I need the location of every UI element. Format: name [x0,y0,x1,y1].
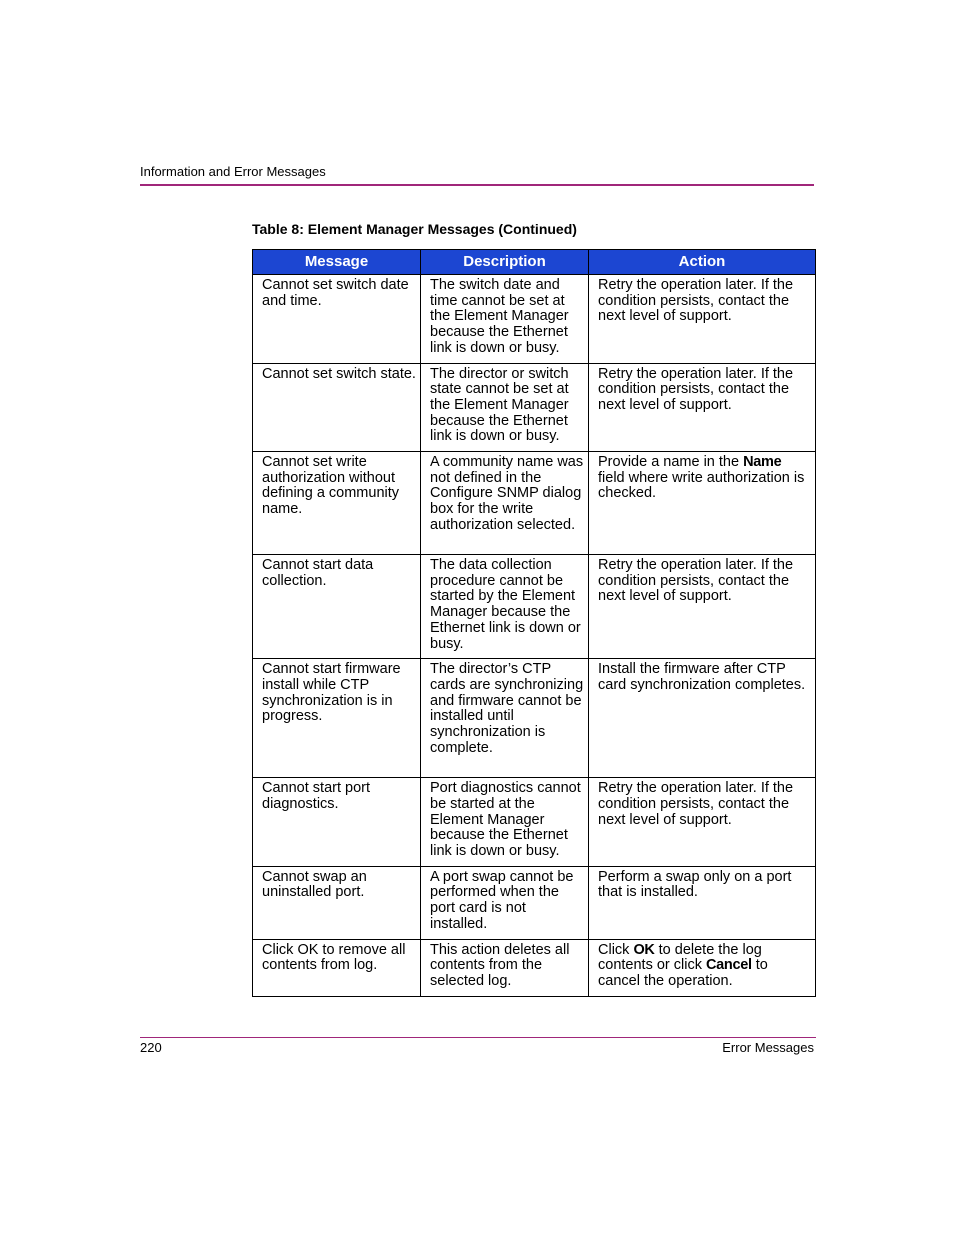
action-cell: Retry the operation later. If the condition persists, contact the next level of support. [589,363,816,452]
description-cell: A community name was not defined in the Configure SNMP dialog box for the write authorization selected. [421,452,589,555]
table-row [253,555,816,659]
description-cell: The data collection procedure cannot be started by the Element Manager because the Ethernet link is down or busy. [421,555,589,659]
action-cell: Retry the operation later. If the condition persists, contact the next level of support. [589,275,816,364]
running-header: Information and Error Messages [140,164,326,179]
description-cell: A port swap cannot be performed when the port card is not installed. [421,866,589,939]
message-cell: Cannot start firmware install while CTP synchronization is in progress. [253,659,421,778]
table-caption: Table 8: Element Manager Messages (Continued) [252,221,577,237]
table-row [253,866,816,939]
message-cell: Click OK to remove all contents from log. [253,939,421,996]
action-text: Click [598,941,634,958]
action-cell: Retry the operation later. If the condition persists, contact the next level of support. [589,555,816,659]
action-cell: Retry the operation later. If the condition persists, contact the next level of support. [589,778,816,867]
ui-label-ok: OK [633,941,655,958]
description-cell: Port diagnostics cannot be started at the Element Manager because the Ethernet link is down or busy. [421,778,589,867]
ui-label-cancel: Cancel [706,957,752,974]
action-text: field where write authorization is checked. [598,469,805,502]
message-cell: Cannot set write authorization without defining a community name. [253,452,421,555]
element-manager-messages-table [252,249,816,997]
ui-label-name: Name [743,454,782,471]
footer-section-title: Error Messages [722,1040,814,1055]
message-cell: Cannot swap an uninstalled port. [253,866,421,939]
action-cell [589,452,816,555]
description-cell: The director or switch state cannot be set at the Element Manager because the Ethernet link is down or busy. [421,363,589,452]
table-row [253,778,816,867]
page-number: 220 [140,1040,162,1055]
action-cell: Perform a swap only on a port that is installed. [589,866,816,939]
description-cell: The switch date and time cannot be set at the Element Manager because the Ethernet link is down or busy. [421,275,589,364]
message-cell: Cannot start data collection. [253,555,421,659]
message-cell: Cannot set switch date and time. [253,275,421,364]
table-row [253,939,816,996]
header-divider [140,184,814,186]
action-cell: Install the firmware after CTP card synchronization completes. [589,659,816,778]
table-header-row [253,250,816,275]
action-text: Provide a name in the [598,454,744,471]
column-header-message: Message [253,250,421,275]
message-cell: Cannot set switch state. [253,363,421,452]
column-header-action: Action [589,250,816,275]
column-header-description: Description [421,250,589,275]
table-row [253,275,816,364]
action-text: to delete the log contents or click [598,941,762,974]
table-row [253,452,816,555]
table-row [253,659,816,778]
message-cell: Cannot start port diagnostics. [253,778,421,867]
footer-divider [140,1037,816,1038]
table-row [253,363,816,452]
description-cell: This action deletes all contents from the selected log. [421,939,589,996]
action-text: to cancel the operation. [598,957,768,989]
description-cell: The director’s CTP cards are synchronizing and firmware cannot be installed until synchronization is complete. [421,659,589,778]
action-cell [589,939,816,996]
